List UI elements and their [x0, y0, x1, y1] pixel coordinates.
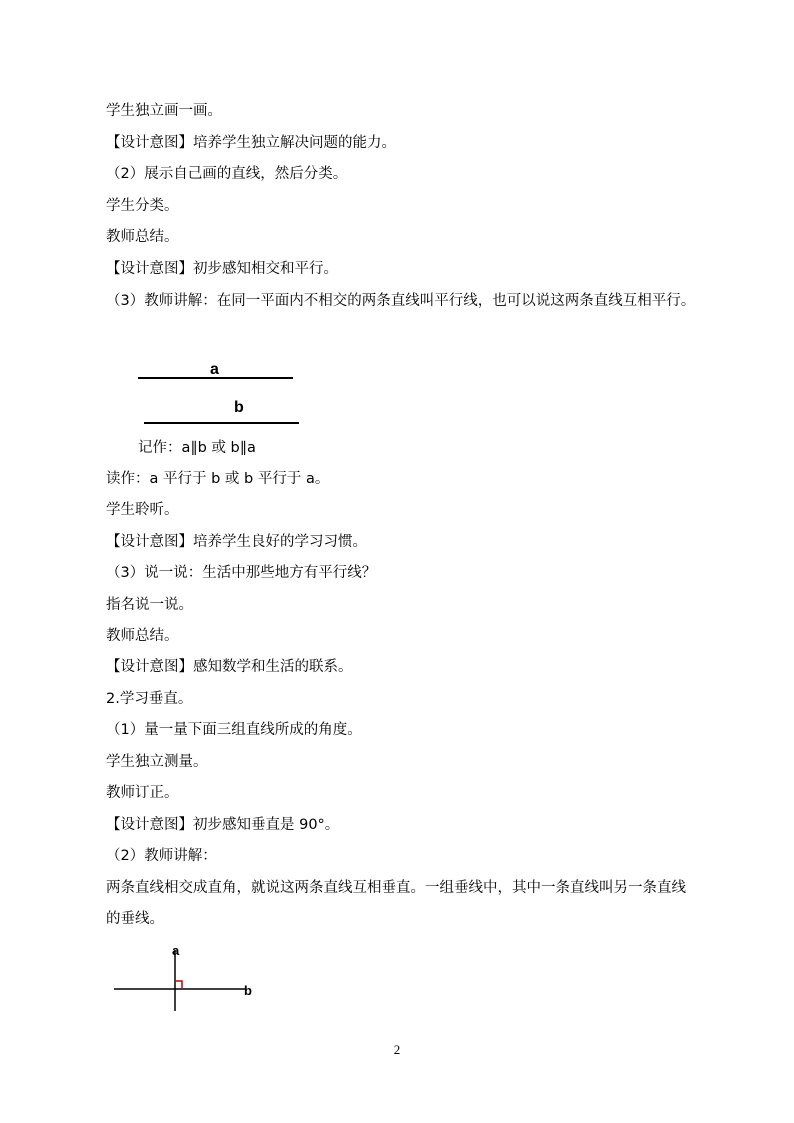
right-angle-mark	[176, 981, 182, 988]
text-line: 读作：a 平行于 b 或 b 平行于 a。	[106, 471, 330, 487]
notation-line: 记作：a∥b 或 b∥a	[138, 440, 256, 456]
text-line: 学生聆听。	[106, 502, 179, 518]
text-line: 教师总结。	[106, 229, 179, 245]
label-a: a	[172, 943, 180, 958]
text-line: （2）展示自己画的直线，然后分类。	[106, 166, 348, 182]
design-intent-line: 【设计意图】初步感知相交和平行。	[106, 261, 338, 277]
text-line: 教师订正。	[106, 785, 179, 801]
page-number: 2	[393, 1042, 401, 1057]
design-intent-line: 【设计意图】培养学生良好的学习习惯。	[106, 534, 367, 550]
section-heading: 2.学习垂直。	[106, 691, 193, 707]
text-line: 学生分类。	[106, 198, 179, 214]
text-paragraph: 两条直线相交成直角，就说这两条直线互相垂直。一组垂线中，其中一条直线叫另一条直线的垂线。	[106, 880, 686, 927]
text-paragraph: （3）教师讲解：在同一平面内不相交的两条直线叫平行线，也可以说这两条直线互相平行。	[106, 293, 696, 309]
text-line: 学生独立测量。	[106, 754, 208, 770]
text-line: （2）教师讲解：	[106, 848, 217, 864]
text-line: 指名说一说。	[106, 597, 193, 613]
text-line: 教师总结。	[106, 628, 179, 644]
text-line: （3）说一说：生活中那些地方有平行线？	[106, 565, 377, 581]
label-b: b	[234, 399, 244, 416]
label-a: a	[210, 361, 219, 378]
label-b: b	[244, 983, 252, 998]
design-intent-line: 【设计意图】培养学生独立解决问题的能力。	[106, 135, 396, 151]
text-line: （1）量一量下面三组直线所成的角度。	[106, 722, 362, 738]
text-line: 学生独立画一画。	[106, 103, 222, 119]
design-intent-line: 【设计意图】感知数学和生活的联系。	[106, 659, 353, 675]
design-intent-line: 【设计意图】初步感知垂直是 90°。	[106, 817, 340, 833]
